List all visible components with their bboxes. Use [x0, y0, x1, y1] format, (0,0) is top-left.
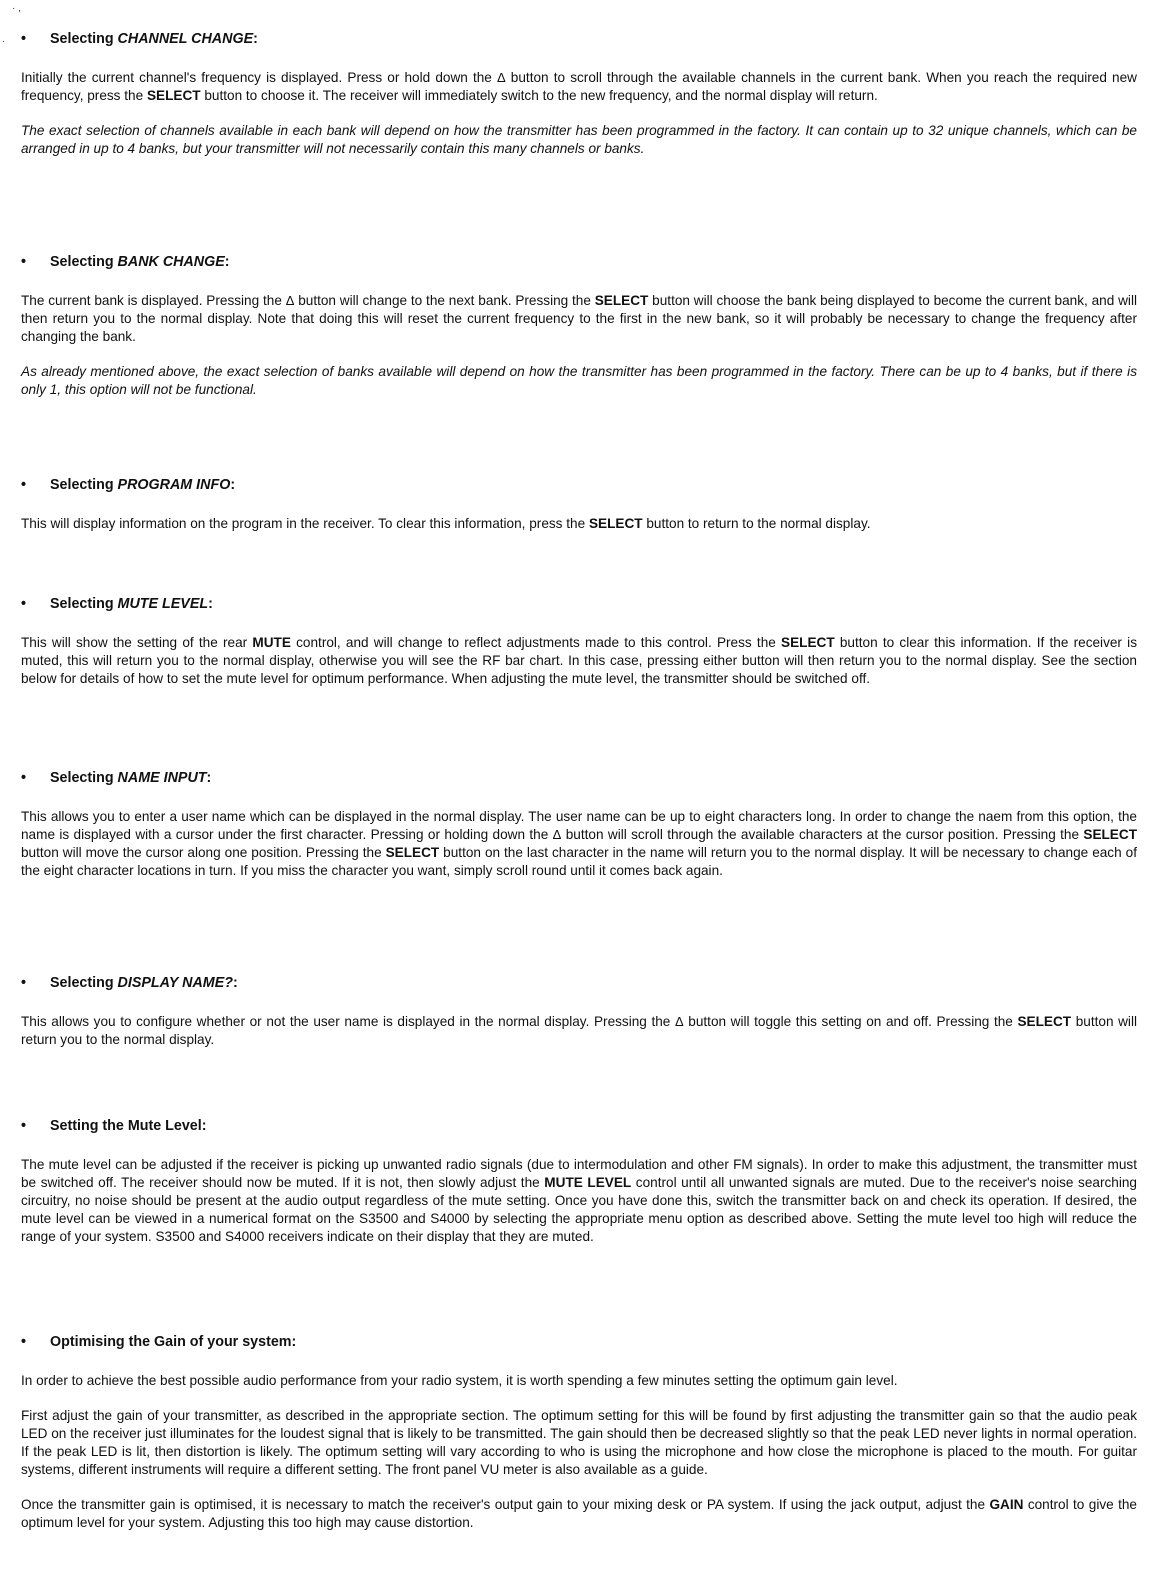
- section-display-name: [21, 974, 1137, 1049]
- bullet-icon: •: [21, 254, 27, 270]
- menu-option-name: NAME INPUT: [117, 770, 207, 786]
- section-mute-level: [21, 595, 1137, 688]
- section-program-info: [21, 476, 1137, 533]
- paragraph: This allows you to configure whether or not the user name is displayed in the normal display. Pressing the Δ button will toggle this setting on and off. Pressing the SELECT button will return you to the normal display.: [21, 1014, 1137, 1047]
- menu-option-name: DISPLAY NAME?: [117, 975, 233, 991]
- menu-option-name: CHANNEL CHANGE: [117, 31, 254, 47]
- heading-display-name: • Selecting DISPLAY NAME?:: [21, 975, 238, 991]
- menu-option-name: MUTE LEVEL: [117, 596, 209, 612]
- delta-icon: Δ: [552, 827, 562, 842]
- paragraph: First adjust the gain of your transmitter, as described in the appropriate section. The optimum setting for this will be found by first adjusting the transmitter gain so that the audio peak LED on the receiver just illuminates for the loudest signal that is likely to be transmitted. The gain should then be decreased slightly so that the peak LED never lights in normal operation. If the peak LED is lit, then distortion is likely. The optimum setting will vary according to who is using the microphone and how close the microphone is placed to the mouth. For guitar systems, different instruments will require a different setting. The front panel VU meter is also available as a guide.: [21, 1408, 1137, 1477]
- paragraph: In order to achieve the best possible audio performance from your radio system, it is worth spending a few minutes setting the optimum gain level.: [21, 1373, 898, 1388]
- menu-option-name: PROGRAM INFO: [117, 477, 231, 493]
- bullet-icon: •: [21, 770, 27, 786]
- keyword-select: SELECT: [385, 845, 440, 860]
- heading-bank-change: • Selecting BANK CHANGE:: [21, 254, 230, 270]
- paragraph: This allows you to enter a user name which can be displayed in the normal display. The user name can be up to eight characters long. In order to change the naem from this option, the name is displayed with a cursor under the first character. Pressing or holding down the Δ button will scroll through the available characters at the cursor position. Pressing the SELECT button will move the cursor along one position. Pressing the SELECT button on the last character in the name will return you to the normal display. It will be necessary to change each of the eight character locations in turn. If you miss the character you want, simply scroll round until it comes back again.: [21, 809, 1137, 878]
- delta-icon: Δ: [496, 70, 506, 85]
- keyword-select: SELECT: [146, 88, 201, 103]
- side-mark: ·: [2, 36, 6, 47]
- section-optimising-gain: [21, 1333, 1137, 1532]
- menu-option-name: BANK CHANGE: [117, 254, 225, 270]
- bullet-icon: •: [21, 975, 27, 991]
- keyword-select: SELECT: [781, 635, 835, 650]
- paragraph-note: As already mentioned above, the exact selection of banks available will depend on how the transmitter has been programmed in the factory. There can be up to 4 banks, but if there is only 1, this option will not be functional.: [21, 364, 1137, 397]
- paragraph: Once the transmitter gain is optimised, it is necessary to match the receiver's output gain to your mixing desk or PA system. If using the jack output, adjust the GAIN control to give the optimum level for your system. Adjusting this too high may cause distortion.: [21, 1497, 1137, 1530]
- section-name-input: [21, 769, 1137, 880]
- section-channel-change: [21, 30, 1137, 158]
- keyword-select: SELECT: [1083, 827, 1137, 842]
- paragraph: Initially the current channel's frequency is displayed. Press or hold down the Δ button to scroll through the available channels in the current bank. When you reach the required new frequency, press the SELECT button to choose it. The receiver will immediately switch to the new frequency, and the normal display will return.: [21, 70, 1137, 103]
- bullet-icon: •: [21, 1334, 27, 1350]
- delta-icon: Δ: [674, 1014, 684, 1029]
- section-setting-mute-level: [21, 1117, 1137, 1246]
- keyword-select: SELECT: [588, 516, 643, 531]
- paragraph: The mute level can be adjusted if the receiver is picking up unwanted radio signals (due to intermodulation and other FM signals). In order to make this adjustment, the transmitter must be switched off. The receiver should now be muted. If it is not, then slowly adjust the MUTE LEVEL control until all unwanted signals are muted. Due to the receiver's noise searching circuitry, no noise should be present at the audio output regardless of the mute setting. Once you have done this, switch the transmitter back on and check its operation. If desired, the mute level can be viewed in a numerical format on the S3500 and S4000 by selecting the appropriate menu option as described above. Setting the mute level too high will reduce the range of your system. S3500 and S4000 receivers indicate on their display that they are muted.: [21, 1157, 1137, 1244]
- top-left-mark: · ,: [12, 3, 21, 14]
- keyword-select: SELECT: [594, 293, 649, 308]
- bullet-icon: •: [21, 477, 27, 493]
- bullet-icon: •: [21, 1118, 27, 1134]
- section-bank-change: [21, 253, 1137, 399]
- heading-channel-change: • Selecting CHANNEL CHANGE:: [21, 31, 258, 47]
- paragraph: This will show the setting of the rear MUTE control, and will change to reflect adjustments made to this control. Press the SELECT button to clear this information. If the receiver is muted, this will return you to the normal display, otherwise you will see the RF bar chart. In this case, pressing either button will then return you to the normal display. See the section below for details of how to set the mute level for optimum performance. When adjusting the mute level, the transmitter should be switched off.: [21, 635, 1137, 686]
- heading-mute-level: • Selecting MUTE LEVEL:: [21, 596, 213, 612]
- bullet-icon: •: [21, 31, 27, 47]
- heading-name-input: • Selecting NAME INPUT:: [21, 770, 212, 786]
- keyword-select: SELECT: [1017, 1014, 1072, 1029]
- keyword-mute-level: MUTE LEVEL: [544, 1175, 632, 1190]
- paragraph: This will display information on the program in the receiver. To clear this information, press the SELECT button to return to the normal display.: [21, 516, 871, 531]
- bullet-icon: •: [21, 596, 27, 612]
- paragraph: The current bank is displayed. Pressing the Δ button will change to the next bank. Pressing the SELECT button will choose the bank being displayed to become the current bank, and will then return you to the normal display. Note that doing this will reset the current frequency to the first in the new bank, so it will probably be necessary to change the frequency after changing the bank.: [21, 293, 1137, 344]
- paragraph-note: The exact selection of channels available in each bank will depend on how the transmitter has been programmed in the factory. It can contain up to 32 unique channels, which can be arranged in up to 4 banks, but your transmitter will not necessarily contain this many channels or banks.: [21, 123, 1137, 156]
- delta-icon: Δ: [285, 293, 295, 308]
- heading-program-info: • Selecting PROGRAM INFO:: [21, 477, 236, 493]
- keyword-gain: GAIN: [989, 1497, 1024, 1512]
- keyword-mute: MUTE: [252, 635, 291, 650]
- heading-optimising-gain: • Optimising the Gain of your system:: [21, 1334, 297, 1350]
- heading-setting-mute-level: • Setting the Mute Level:: [21, 1118, 207, 1134]
